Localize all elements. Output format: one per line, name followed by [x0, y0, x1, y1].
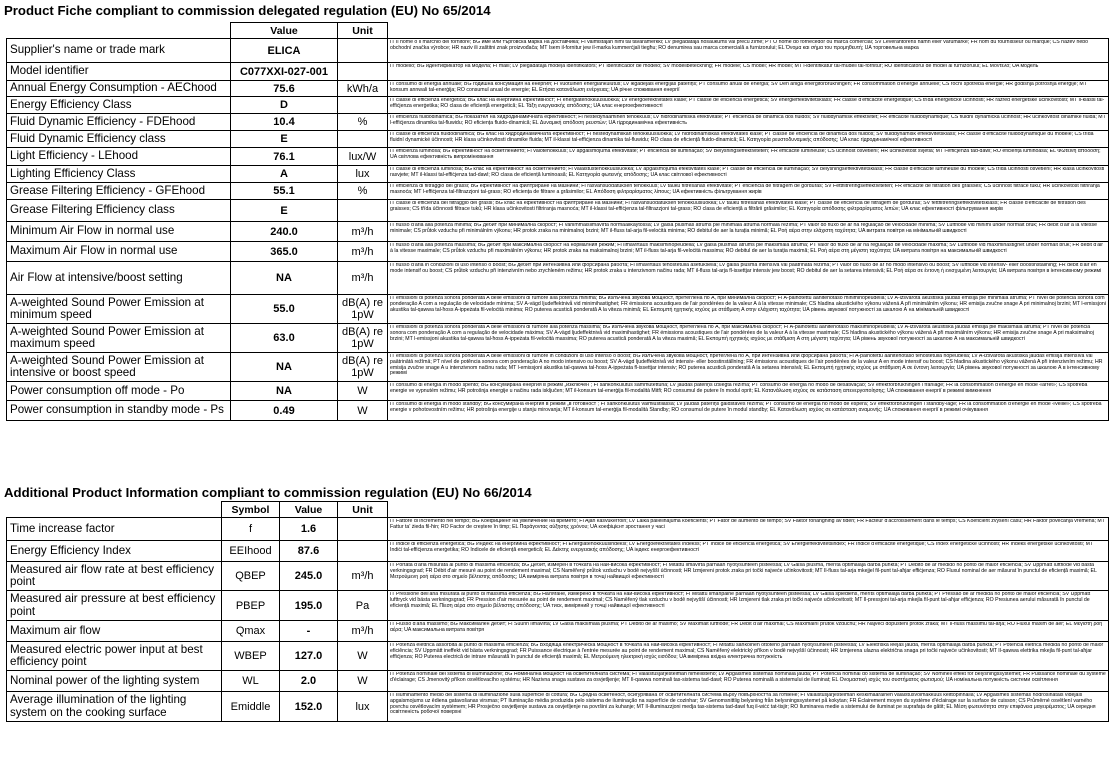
table-row — [7, 295, 1109, 324]
parameter-translations — [388, 63, 1109, 81]
parameter-translations — [388, 518, 1109, 541]
parameter-value: ELICA — [231, 39, 338, 63]
parameter-unit — [338, 97, 388, 114]
parameter-value: NA — [231, 262, 338, 295]
translation-text: IT Il nome o il marchio del fornitore; BG име или търговска марка на доставчика; FI valmistajan nimi tai tavaramerkki; LV piegādātāja nosaukums vai preču zīme; PT O nome do fornecedor ou marca comercial; SV Leverantörens namn eller varumärke; FR nom du fournisseur ou marque; CS název nebo obchodní značka výrobce; HR naziv ili zaštitni znak proizvođača; MT Isem il-fornitur jew il-marka kummerċjali tiegħu; RO denumirea sau marca comercială a furnizorului; EL Όνομα και σήμα του προμηθευτή; UA торговельна марка — [390, 40, 1089, 51]
translation-text: IT emissioni di potenza sonora ponderata A delle emissioni di rumore alla potenza minima; BG излъчена звукова мощност, претеглена по А, при минимална скорост; FI A-painotettu äänitehotaso miniminopeudella; LV A-izsvarotā akustiskā jaudas emisija pie minimālā ātruma; PT nível de potência sonora com ponderação A com a regulação de velocidade mínima; SV A-vägd ljudeffektnivå vid minimihastighet; FR émissions acoustiques de l'air pondérées de la valeur A à la vitesse minimale; CS hladina akustického výkonu vážená A při minimálním výkonu; HR emisija zvučne snage A pri minimalnoj brzini; MT l-emissjoni akustika tal-qawwa tal-ħoss A-ippeżata fil-veloċità minima; RO puterea acustică ponderată A la viteza minimă; EL Εκπομπή ηχητικής ισχύος με στάθμιση A στην ελάχιστη ταχύτητα; UA рівень звукової потужності за шкалою А на мінімальній швидкості — [390, 296, 1106, 313]
parameter-unit: % — [338, 114, 388, 131]
parameter-label: Measured air pressure at best efficiency point — [7, 591, 222, 621]
parameter-unit: m³/h — [338, 242, 388, 262]
translation-text: IT classe di efficienza fluidodinamica; BG клас на хидродинамичната ефективност; FI nestedynamiikan tehokkuusluokka; LV hidrodinamiskās efektivitātes klase; PT classe de eficiência de dinâmica dos fluidos; SV fluiddynamisk effektivitetsklass; FR classe d'efficacité fluidodynamique du modèle; CS třída fluidní dynamické účinnosti; HR klasa učinkovitosti dinamike fluida; MT il-klassi tal-effiċjenza dinamika tal-fluwidu; RO clasa de eficiență fluido-dinamică; EL Κατηγορία ρευστοδυναμικής απόδοσης; UA клас гідродинамічної ефективності — [390, 132, 1094, 143]
header-unit: Unit — [338, 502, 388, 518]
section2-title: Additional Product Information compliant to commission regulation (EU) No 66/2014 — [4, 485, 532, 500]
parameter-value: - — [280, 621, 338, 642]
parameter-value: 1.6 — [280, 518, 338, 541]
translation-text: IT modello; BG идентификатор на модела; FI malli; LV piegādātāja modeļa identifikators; PT identificador de modelo; SV modellbeteckning; FR modèle; CS model; HR model; MT l-identifikatur tal-mudell tal-fornitur; RO identificatorul de model al furnizorului; EL Μοντέλο; UA модель — [390, 64, 1039, 69]
parameter-translations — [388, 81, 1109, 97]
translation-text: IT Portata d'aria misurata al punto di massima efficienza; BG Дебит, измерен в точката на най-висока ефективност; FI Mitattu ilmavirta parhaan hyötysuhteen pisteessä; LV Gaisa plūsma, mērīta optimālajā darba punktā; PT Débito de ar medido no ponto de maior eficiência; SV Uppmätt luftflöde vid bästa verkningsgrad; FR Débit d'air mesuré au point de rendement maximal; CS Naměřený průtok vzduchu v bodě nejvyšší účinnosti; HR Izmjereni protok zraka pri točki najveće učinkovitosti; MT Il-fluss tal-arja mkejjel fil-punt tal-aħjar effiċjenza; RO Fluxul nominal de aer măsurat în punctul de eficiență maximă; EL Μετρούμενη ροή αέρα στο σημείο βέλτιστης απόδοσης; UA виміряна витрата повітря в точці найвищої ефективності — [390, 563, 1097, 580]
parameter-unit: % — [338, 183, 388, 200]
parameter-symbol: PBEP — [222, 591, 280, 621]
parameter-label: Supplier's name or trade mark — [7, 39, 231, 63]
table-row — [7, 262, 1109, 295]
translation-text: IT flusso d'aria alla potenza massima; BG дебит при максимална скорост на нормалния режим; FI ilmavirtaus maksiminopeudella; LV gaisa plūsmas ātrums pie maksimālā ātruma; PT valor do fluxo de ar na regulação de velocidade máxima; SV Luftflöde vid maximihastighet under normalt bruk; FR débit d'air à la vitesse maximale; CS průtok vzduchu při maximálním výkonu; HR protok zraka na maksimalnoj brzini; MT il-fluss tal-arja fil-veloċità massima; RO debitul de aer la turația maximă; EL Ροή αέρα στη μέγιστη ταχύτητα; UA витрата повітря на максимальній швидкості — [390, 243, 1104, 254]
parameter-translations — [388, 382, 1109, 401]
parameter-value: 152.0 — [280, 692, 338, 722]
table-row — [7, 382, 1109, 401]
parameter-translations — [388, 562, 1109, 591]
parameter-translations — [388, 295, 1109, 324]
parameter-unit — [338, 131, 388, 148]
table-row — [7, 166, 1109, 183]
parameter-value: A — [231, 166, 338, 183]
parameter-symbol: Qmax — [222, 621, 280, 642]
table-row — [7, 562, 1109, 591]
parameter-label: Minimum Air Flow in normal use — [7, 222, 231, 242]
parameter-value: 2.0 — [280, 671, 338, 692]
parameter-label: Grease Filtering Efficiency - GFEhood — [7, 183, 231, 200]
translation-text: IT classe di efficienza del filtraggio dei grassi; BG клас на ефективност на филтриране на мазнини; FI rasvansuodatuksen tehokkuusluokka; LV tauku filtrēšanas efektivitātes klase; PT classe de eficiência de filtragem de gorduras; SV fettfiltreringseffektivitetsklass; FR classe d'efficacité de filtration des graisses; CS třída účinnosti filtrace tuků; HR klasa učinkovitosti filtriranja masnoća; MT il-klassi tal-effiċjenza tal-filtrazzjoni tal-grass; RO clasa de eficiență a filtrării grăsimilor; EL Κατηγορία απόδοσης φιλτραρίσματος λιπών; UA клас ефективності фільтрування жирів — [390, 201, 1086, 212]
parameter-value: 10.4 — [231, 114, 338, 131]
parameter-label: Fluid Dynamic Efficiency - FDEhood — [7, 114, 231, 131]
table-header-row — [7, 502, 1109, 518]
table-row — [7, 621, 1109, 642]
parameter-label: Air Flow at intensive/boost setting — [7, 262, 231, 295]
table-row — [7, 222, 1109, 242]
table-row — [7, 81, 1109, 97]
parameter-translations — [388, 262, 1109, 295]
parameter-label: Maximum Air Flow in normal use — [7, 242, 231, 262]
translation-text: IT classe di efficienza energetica; BG клас на енергийна ефективност; FI energiatehokkuusluokka; LV energoefektivitātes klase; PT classe de eficiência energética; SV energieffektivitetsklass; FR classe d'efficacité énergétique; CS třída energetické účinnosti; HR razred energetske učinkovitosti; MT il-klassi tal-effiċjenza enerġetika; RO clasa de eficiență energetică; EL Τάξη ενεργειακής απόδοσης; UA клас енергоефективності — [390, 98, 1105, 109]
parameter-translations — [388, 692, 1109, 722]
translation-text: IT emissioni di potenza sonora ponderata A delle emissioni di rumore in condizioni di uso intenso o boost; BG излъчена звукова мощност, претеглена по А, при интензивна или форсирана работа; FI A-painotettu äänitehotaso tehostetulla nopeudella; LV A-izsvarotā akustiskā jaudas emisija intensīvā vai paātrinātā režīmā; PT nível de potência sonora com ponderação A no modo intensivo ou boost; SV A-vägd ljudeffektnivå vid intensiv- eller boostinställning; FR émissions acoustiques de l'air pondérées de la valeur A en mode intensif ou boost; CS hladina akustického výkonu vážená A při intenzivním režimu; HR emisija zvučne snage A u intenzivnom načinu rada; MT l-emissjoni akustika tal-qawwa tal-ħoss A-ippeżata fl-issettjar intensiv; RO puterea acustică ponderată A la setarea intensivă; EL Εκπομπή ηχητικής ισχύος με στάθμιση A σε έντονη λειτουργία; UA рівень звукової потужності за шкалою А в інтенсивному режимі — [390, 354, 1103, 377]
table-row — [7, 591, 1109, 621]
translation-text: IT Pressione dell'aria misurata al punto di massima efficienza; BG Налягане, измерено в точката на най-висока ефективност; FI Mitattu ilmanpaine parhaan hyötysuhteen pisteessä; LV Gaisa spiediens, mērīts optimālajā darba punktā; PT Pressão de ar medida no ponto de maior eficiência; SV Uppmätt lufttryck vid bästa verkningsgrad; FR Pression d'air mesurée au point de rendement maximal; CS Naměřený tlak vzduchu v bodě nejvyšší účinnosti; HR Izmjereni tlak zraka pri točki najveće učinkovitosti; MT Il-pressjoni tal-arja mkejla fil-punt tal-aħjar effiċjenza; RO Presiunea aerului măsurată în punctul de eficiență maximă; EL Πίεση αέρα στο σημείο βέλτιστης απόδοσης; UA тиск, виміряний у точці найвищої ефективності — [390, 592, 1091, 609]
parameter-label: Model identifier — [7, 63, 231, 81]
table-row — [7, 114, 1109, 131]
parameter-translations — [388, 621, 1109, 642]
parameter-unit: W — [338, 642, 388, 671]
additional-info-table — [6, 501, 1109, 722]
translation-text: IT emissioni di potenza sonora ponderata A delle emissioni di rumore alla potenza massima; BG излъчена звукова мощност, претеглена по А, при максимална скорост; FI A-painotettu äänitehotaso maksiminopeudella; LV A-izsvarotā akustiskā jaudas emisija pie maksimālā ātruma; PT nível de potência sonora com ponderação A com a regulação de velocidade máxima; SV A-vägd ljudeffektnivå vid maximihastighet; FR émissions acoustiques de l'air pondérées de la valeur A à la vitesse maximale; CS hladina akustického výkonu vážená A při maximálním výkonu; HR emisija zvučne snage A pri maksimalnoj brzini; MT l-emissjoni akustika tal-qawwa tal-ħoss A-ippeżata fil-veloċità massima; RO puterea acustică ponderată A la viteza maximă; EL Εκπομπή ηχητικής ισχύος με στάθμιση A στη μέγιστη ταχύτητα; UA рівень звукової потужності за шкалою А на максимальній швидкості — [390, 325, 1094, 342]
table-row — [7, 200, 1109, 222]
translation-text: IT Illuminamento medio del sistema di illuminazione sulla superficie di cottura; BG Средна осветеност, осигурявана от осветителната система върху повърхността за готвене; FI Valaistusjärjestelmän keskimääräinen valaistusvoimakkuus keittopinnalla; LV Apgaismes sistēmas nodrošinātais vidējais apgaismojums uz ēdiena gatavošanas virsmas; PT Iluminação média produzida pelo sistema de iluminação na superfície de cozinhar; SV Genomsnittlig belysning från belysningssystemet på kokytan; FR Éclairement moyen du système d'éclairage sur la surface de cuisson; CS Průměrné osvětlení varného povrchu osvětlovacím systémem; HR Prosječno osvjetljenje sustava za osvjetljenje na površini za kuhanje; MT Il-illuminazzjoni medja tas-sistema tad-dawl fuq il-wiċċ tat-tisjir; RO Iluminarea medie a sistemului de iluminat pe suprafața de gătit; EL Μέση φωτεινότητα στην επιφάνεια μαγειρέματος; UA середня освітленість робочої поверхні — [390, 693, 1096, 716]
parameter-translations — [388, 671, 1109, 692]
parameter-symbol: f — [222, 518, 280, 541]
parameter-label: Measured air flow rate at best efficiency point — [7, 562, 222, 591]
table-row — [7, 692, 1109, 722]
parameter-value: 55.1 — [231, 183, 338, 200]
header-symbol: Symbol — [222, 502, 280, 518]
parameter-label: Time increase factor — [7, 518, 222, 541]
parameter-translations — [388, 183, 1109, 200]
parameter-translations — [388, 401, 1109, 421]
table-row — [7, 39, 1109, 63]
parameter-label: Nominal power of the lighting system — [7, 671, 222, 692]
parameter-translations — [388, 541, 1109, 562]
parameter-unit: Pa — [338, 591, 388, 621]
parameter-value: 240.0 — [231, 222, 338, 242]
parameter-translations — [388, 39, 1109, 63]
parameter-value: 63.0 — [231, 324, 338, 353]
parameter-value: D — [231, 97, 338, 114]
parameter-unit: dB(A) re 1pW — [338, 324, 388, 353]
translation-text: IT Fattore di incremento nel tempo; BG Коефициент на увеличение на времето; FI Ajan kasvukerroin; LV Laika palielinājuma koeficients; PT Fator de aumento de tempo; SV Faktor förlängning av tiden; FR Facteur d'accroissement dans le temps; CS Koeficient zvýšení času; HR Faktor povećanja vremena; MT Fattur ta' żieda fil-ħin; RO Factor de creștere în timp; EL Παράγοντας αύξησης χρόνου; UA коефіцієнт зростання у часі — [390, 519, 1105, 530]
translation-text: IT flusso d'aria in condizioni di uso intenso o boost; BG дебит при интензивна или форсирана работа; FI ilmavirtaus tehostetulla asetuksella; LV gaisa plūsma intensīvā vai paātrinātā režīmā; PT valor do fluxo de ar no modo intensivo ou boost; SV luftflöde vid intensiv- eller boostinställning; FR débit d'air en mode intensif ou boost; CS průtok vzduchu při intenzivním nebo zrychleném režimu; HR protok zraka u intenzivnom načinu rada; MT il-fluss tal-arja fl-issettjar intensiv jew boost; RO debitul de aer la setarea intensivă; EL Ροή αέρα σε έντονη ή ενισχυμένη λειτουργία; UA витрата повітря в інтенсивному режимі — [390, 263, 1102, 274]
parameter-unit: dB(A) re 1pW — [338, 295, 388, 324]
table-row — [7, 242, 1109, 262]
parameter-unit: W — [338, 382, 388, 401]
parameter-symbol: WL — [222, 671, 280, 692]
parameter-label: Power consumption off mode - Po — [7, 382, 231, 401]
header-blank-cell — [7, 23, 231, 39]
table-row — [7, 324, 1109, 353]
table-row — [7, 97, 1109, 114]
translation-text: IT efficienza luminosa; BG ефективност на осветлението; FI valotehokkuus; LV apgaismojuma efektivitāte; PT eficiência de iluminação; SV Belysningseffektiviteten; FR efficacité lumineuse; CS účinnost osvětlení; HR učinkovitost svjetla; MT l-effiċjenza tad-dawl; RO eficiența luminoasă; EL Φωτεινή απόδοση; UA світлова ефективність випромінювання — [390, 149, 1101, 160]
parameter-symbol: QBEP — [222, 562, 280, 591]
parameter-translations — [388, 642, 1109, 671]
parameter-value: C077XXI-027-001 — [231, 63, 338, 81]
parameter-value: NA — [231, 353, 338, 382]
parameter-value: 195.0 — [280, 591, 338, 621]
product-fiche-table — [6, 22, 1109, 421]
parameter-label: A-weighted Sound Power Emission at minimum speed — [7, 295, 231, 324]
parameter-unit: lux/W — [338, 148, 388, 166]
parameter-unit: W — [338, 401, 388, 421]
translation-text: IT consumo di energia in modo spento; BG консумирана енергия в режим „изключен“; FI sähkönkulutus sammutettuna; LV jaudas patēriņš izslēgtā režīmā; PT consumo de energia no modo de desativação; SV effektförbrukningen i frånläge; FR la consommation d'énergie en mode «arrêt»; CS spotřeba energie ve vypnutém režimu; HR potrošnja energije u načinu rada isključen; MT il-konsum tal-enerġija fil-modalità Mitfi; RO consumul de putere în modul oprit; EL Κατανάλωση ισχύος σε κατάσταση απενεργοποίησης; UA споживання енергії в режимі вимкнення — [390, 383, 1088, 394]
parameter-unit: lux — [338, 166, 388, 183]
translation-text: IT consumo di energia annuale; BG годишна консумация на енергия; FI vuotuinen energiankulutus; LV ikgadējais enerģijas patēriņš; PT consumo anual de energia; SV Den årliga energiförbrukningen; FR consommation d'énergie annuelle; CS roční spotřeba energie; HR godišnja potrošnja energije; MT konsum annwali tal-enerġija; RO consumul anual de energie; EL Ετήσια κατανάλωση ενέργειας; UA річне споживання енергії — [390, 82, 1087, 93]
parameter-value: 87.6 — [280, 541, 338, 562]
parameter-translations — [388, 222, 1109, 242]
parameter-value: 365.0 — [231, 242, 338, 262]
table-row — [7, 183, 1109, 200]
table-row — [7, 518, 1109, 541]
translation-text: IT classe di efficienza luminosa; BG клас на ефективност на осветлението; FI valaistustehokkuusluokka; LV apgaismojuma efektivitātes klase; PT classe de eficiência de iluminação; SV belysningseffektivitetsklass; FR classe d'efficacité lumineuse du modèle; CS třída účinnosti osvětlení; HR klasa učinkovitosti rasvjete; MT il-klassi tal-effiċjenza tad-dawl; RO clasa de eficiență luminoasă; EL Κατηγορία φωτεινής απόδοσης; UA клас світлової ефективності — [390, 167, 1105, 178]
parameter-symbol: WBEP — [222, 642, 280, 671]
parameter-translations — [388, 591, 1109, 621]
translation-text: IT Flusso d'aria massimo; BG Максимален дебит; FI Suurin ilmavirta; LV Gaisa maksimālā plūsma; PT Débito de ar máximo; SV Maximalt luftflöde; FR Débit d'air maximal; CS Maximální průtok vzduchu; HR Najveći dopušteni protok zraka; MT Il-fluss massimu tal-arja; RO Fluxul maxim de aer; EL Μέγιστη ροή αέρα; UA максимальна витрата повітря — [390, 622, 1103, 633]
parameter-unit — [338, 63, 388, 81]
parameter-translations — [388, 324, 1109, 353]
parameter-value: E — [231, 200, 338, 222]
parameter-label: A-weighted Sound Power Emission at maximum speed — [7, 324, 231, 353]
parameter-translations — [388, 166, 1109, 183]
parameter-label: Grease Filtering Efficiency class — [7, 200, 231, 222]
parameter-value: E — [231, 131, 338, 148]
parameter-unit: m³/h — [338, 562, 388, 591]
table-header-row — [7, 23, 1109, 39]
parameter-label: Maximum air flow — [7, 621, 222, 642]
parameter-unit: m³/h — [338, 262, 388, 295]
header-value: Value — [231, 23, 338, 39]
translation-text: IT flusso d'aria alla potenza minima; BG дебит при минимална скорост; FI vähimmäisilmavirta normaalikäytössä; LV gaisa plūsmas ātrums pie minimālā ātruma normālā režīmā; PT valor do fluxo de ar na regulação de velocidade mínima; SV Luftflöde vid minimi under normalt bruk; FR débit d'air à la vitesse minimale; CS průtok vzduchu při minimálním výkonu; HR protok zraka na minimalnoj brzini; MT il-fluss tal-arja fil-veloċità minima; RO debitul de aer la turația minimă; EL Ροή αέρα στην ελάχιστη ταχύτητα; UA витрата повітря на мінімальній швидкості — [390, 223, 1097, 234]
parameter-translations — [388, 97, 1109, 114]
header-blank-cell — [7, 502, 222, 518]
parameter-translations — [388, 200, 1109, 222]
parameter-label: Light Efficiency - LEhood — [7, 148, 231, 166]
parameter-translations — [388, 131, 1109, 148]
header-blank-cell — [388, 502, 1109, 518]
translation-text: IT Potenza elettrica assorbita al punto di massima efficienza; BG Входяща електрическа мощност в точката на най-висока ефективност; FI Mitattu sähköinen ottoteho parhaan hyötysuhteen pisteessä; LV Elektriskā ieejas jauda, mērīta optimālajā darba punktā; PT Potência elétrica medida no ponto de maior eficiência; SV Uppmätt ineffekt vid bästa verkningsgrad; FR Puissance électrique à l'entrée mesurée au point de rendement maximal; CS Naměřený elektrický příkon v bodě nejvyšší účinnosti; HR Izmjerena ulazna električna snaga pri točki najveće učinkovitosti; MT Il-qawwa elettrika mkejla fil-punt tal-aħjar effiċjenza; RO Puterea electrică de intrare măsurată în punctul de eficiență maximă; EL Μετρούμενη ηλεκτρική ισχύς εισόδου; UA виміряна вхідна електрична потужність — [390, 643, 1104, 660]
parameter-symbol: Emiddle — [222, 692, 280, 722]
table-row — [7, 148, 1109, 166]
parameter-value: 55.0 — [231, 295, 338, 324]
parameter-translations — [388, 114, 1109, 131]
parameter-translations — [388, 148, 1109, 166]
table-row — [7, 671, 1109, 692]
table-row — [7, 642, 1109, 671]
parameter-unit — [338, 518, 388, 541]
parameter-unit: dB(A) re 1pW — [338, 353, 388, 382]
table-row — [7, 353, 1109, 382]
table-row — [7, 131, 1109, 148]
parameter-label: A-weighted Sound Power Emission at intensive or boost speed — [7, 353, 231, 382]
translation-text: IT Indice di efficienza energetica; BG Индекс на енергийна ефективност; FI Energiatehokkuusindeksi; LV Energoefektivitātes indekss; PT Índice de eficiência energética; SV Energieffektivitetsindex; FR Indice d'efficacité énergétique; CS Index energetické účinnosti; HR Indeks energetske učinkovitosti; MT Indiċi tal-effiċjenza enerġetika; RO Indicele de eficiență energetică; EL Δείκτης ενεργειακής απόδοσης; UA індекс енергоефективності — [390, 542, 1093, 553]
parameter-unit: lux — [338, 692, 388, 722]
parameter-unit — [338, 200, 388, 222]
parameter-unit: m³/h — [338, 621, 388, 642]
table-row — [7, 63, 1109, 81]
parameter-label: Lighting Efficiency Class — [7, 166, 231, 183]
parameter-label: Average illumination of the lighting system on the cooking surface — [7, 692, 222, 722]
parameter-value: 127.0 — [280, 642, 338, 671]
header-unit: Unit — [338, 23, 388, 39]
header-value: Value — [280, 502, 338, 518]
parameter-label: Annual Energy Consumption - AEChood — [7, 81, 231, 97]
parameter-label: Fluid Dynamic Efficiency class — [7, 131, 231, 148]
parameter-label: Energy Efficiency Class — [7, 97, 231, 114]
parameter-unit — [338, 39, 388, 63]
translation-text: IT consumo di energia in modo standby; BG консумирана енергия в режим „в готовност“; FI sähkönkulutus valmiustilassa; LV jaudas patēriņš gaidstāves režīmā; PT consumo de energia no modo de espera; SV effektförbrukningen i standby-läge; FR la consommation d'énergie en mode «veille»; CS spotřeba energie v pohotovostním režimu; HR potrošnja energije u stanju mirovanja; MT il-konsum tal-enerġija fil-modalità Standby; RO consumul de putere în modul standby; EL Κατανάλωση ισχύος σε κατάσταση αναμονής; UA споживання енергії в режимі очікування — [390, 402, 1102, 413]
parameter-unit: W — [338, 671, 388, 692]
parameter-label: Measured electric power input at best efficiency point — [7, 642, 222, 671]
parameter-value: 0.49 — [231, 401, 338, 421]
header-blank-cell — [388, 23, 1109, 39]
parameter-value: 75.6 — [231, 81, 338, 97]
parameter-unit — [338, 541, 388, 562]
parameter-symbol: EEIhood — [222, 541, 280, 562]
parameter-value: NA — [231, 382, 338, 401]
translation-text: IT efficienza fluidodinamica; BG показател на хидродинамичната ефективност; FI nestedynaaminen tehokkuus; LV hidrodinamiskā efektivitāte; PT eficiência de dinâmica dos fluidos; SV fluiddynamisk effektivitet; FR efficacité fluidodynamique; CS fluidní dynamická účinnost; HR učinkovitost dinamike fluida; MT l-effiċjenza dinamika tal-fluwidu; RO eficiența fluido-dinamică; EL Δυναμική απόδοση ρευστών; UA гідродинамічна ефективність — [390, 115, 1106, 126]
parameter-unit: m³/h — [338, 222, 388, 242]
parameter-unit: kWh/a — [338, 81, 388, 97]
parameter-label: Energy Efficiency Index — [7, 541, 222, 562]
parameter-value: 76.1 — [231, 148, 338, 166]
table-row — [7, 401, 1109, 421]
section1-title: Product Fiche compliant to commission delegated regulation (EU) No 65/2014 — [4, 3, 491, 18]
translation-text: IT Potenza nominale del sistema di illuminazione; BG Номинална мощност на осветителната система; FI Valaistusjärjestelmän nimellisteho; LV Apgaismes sistēmas nominālā jauda; PT Potência nominal do sistema de iluminação; SV Nominell effekt för belysningssystemet; FR Puissance nominale du système d'éclairage; CS Jmenovitý příkon osvětlovacího systému; HR Nazivna snaga sustava za osvjetljenje; MT Il-qawwa nominali tas-sistema tad-dawl; RO Puterea nominală a sistemului de iluminat; EL Ονομαστική ισχύς του συστήματος φωτισμού; UA номінальна потужність системи освітлення — [390, 672, 1106, 683]
parameter-label: Power consumption in standby mode - Ps — [7, 401, 231, 421]
parameter-translations — [388, 353, 1109, 382]
table-row — [7, 541, 1109, 562]
parameter-translations — [388, 242, 1109, 262]
translation-text: IT efficienza di filtraggio dei grassi; BG ефективност на филтриране на мазнини; FI rasvansuodatuksen tehokkuus; LV tauku filtrēšanas efektivitāte; PT eficiência de filtragem de gorduras; SV Fettfiltreringseffektiviteten; FR efficacité de filtration des graisses; CS účinnost filtrace tuků; HR učinkovitost filtriranja masnoća; MT l-effiċjenza tal-filtrazzjoni tal-grass; RO eficiența de filtrare a grăsimilor; EL Απόδοση φιλτραρίσματος λίπους; UA ефективність фільтрування жирів — [390, 184, 1100, 195]
parameter-value: 245.0 — [280, 562, 338, 591]
